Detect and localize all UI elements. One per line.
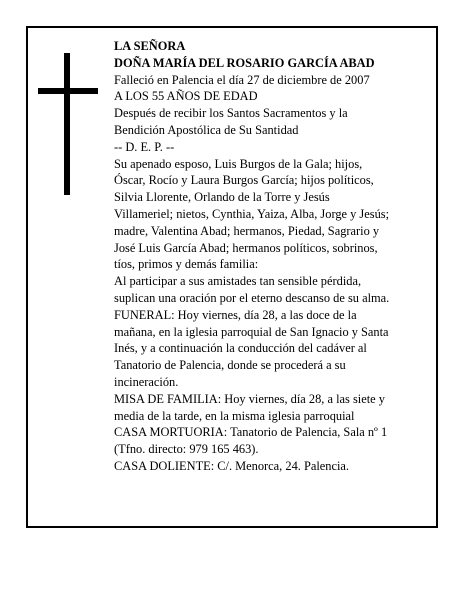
obituary-line-18: mañana, en la iglesia parroquial de San Ignacio y Santa — [114, 324, 389, 339]
obituary-line-23: media de la tarde, en la misma iglesia parroquial — [114, 408, 355, 423]
obituary-line-11: Villameriel; nietos, Cynthia, Yaiza, Alba, Jorge y Jesús; — [114, 206, 390, 221]
obituary-line-14: tíos, primos y demás familia: — [114, 257, 259, 272]
obituary-line-4: A LOS 55 AÑOS DE EDAD — [114, 89, 258, 104]
obituary-text — [114, 38, 430, 475]
obituary-line-5: Después de recibir los Santos Sacramentos y la — [114, 106, 348, 121]
obituary-line-8: Su apenado esposo, Luis Burgos de la Gala; hijos, — [114, 156, 363, 171]
cross-horizontal-bar — [38, 88, 98, 94]
obituary-line-6: Bendición Apostólica de Su Santidad — [114, 122, 299, 137]
obituary-line-1: LA SEÑORA — [114, 39, 186, 53]
obituary-line-9: Óscar, Rocío y Laura Burgos García; hijos políticos, — [114, 173, 374, 188]
obituary-line-15: Al participar a sus amistades tan sensible pérdida, — [114, 274, 362, 289]
obituary-line-10: Silvia Llorente, Orlando de la Torre y Jesús — [114, 190, 330, 205]
obituary-line-12: madre, Valentina Abad; hermanos, Piedad, Sagrario y — [114, 223, 380, 238]
obituary-line-26: CASA DOLIENTE: C/. Menorca, 24. Palencia. — [114, 458, 350, 473]
obituary-line-16: suplican una oración por el eterno descanso de su alma. — [114, 290, 390, 305]
obituary-line-17: FUNERAL: Hoy viernes, día 28, a las doce de la — [114, 307, 357, 322]
obituary-line-24: CASA MORTUORIA: Tanatorio de Palencia, Sala nº 1 — [114, 425, 388, 440]
cross-vertical-bar — [64, 53, 70, 195]
obituary-line-25: (Tfno. directo: 979 165 463). — [114, 442, 259, 457]
obituary-line-2: DOÑA MARÍA DEL ROSARIO GARCÍA ABAD — [114, 55, 375, 70]
obituary-line-21: incineración. — [114, 374, 179, 389]
obituary-line-19: Inés, y a continuación la conducción del cadáver al — [114, 341, 367, 356]
obituary-line-20: Tanatorio de Palencia, donde se procederá a su — [114, 358, 346, 373]
obituary-line-7: -- D. E. P. -- — [114, 139, 175, 154]
obituary-line-22: MISA DE FAMILIA: Hoy viernes, día 28, a las siete y — [114, 391, 385, 406]
obituary-line-3: Falleció en Palencia el día 27 de diciembre de 2007 — [114, 72, 370, 87]
obituary-line-13: José Luis García Abad; hermanos políticos, sobrinos, — [114, 240, 378, 255]
